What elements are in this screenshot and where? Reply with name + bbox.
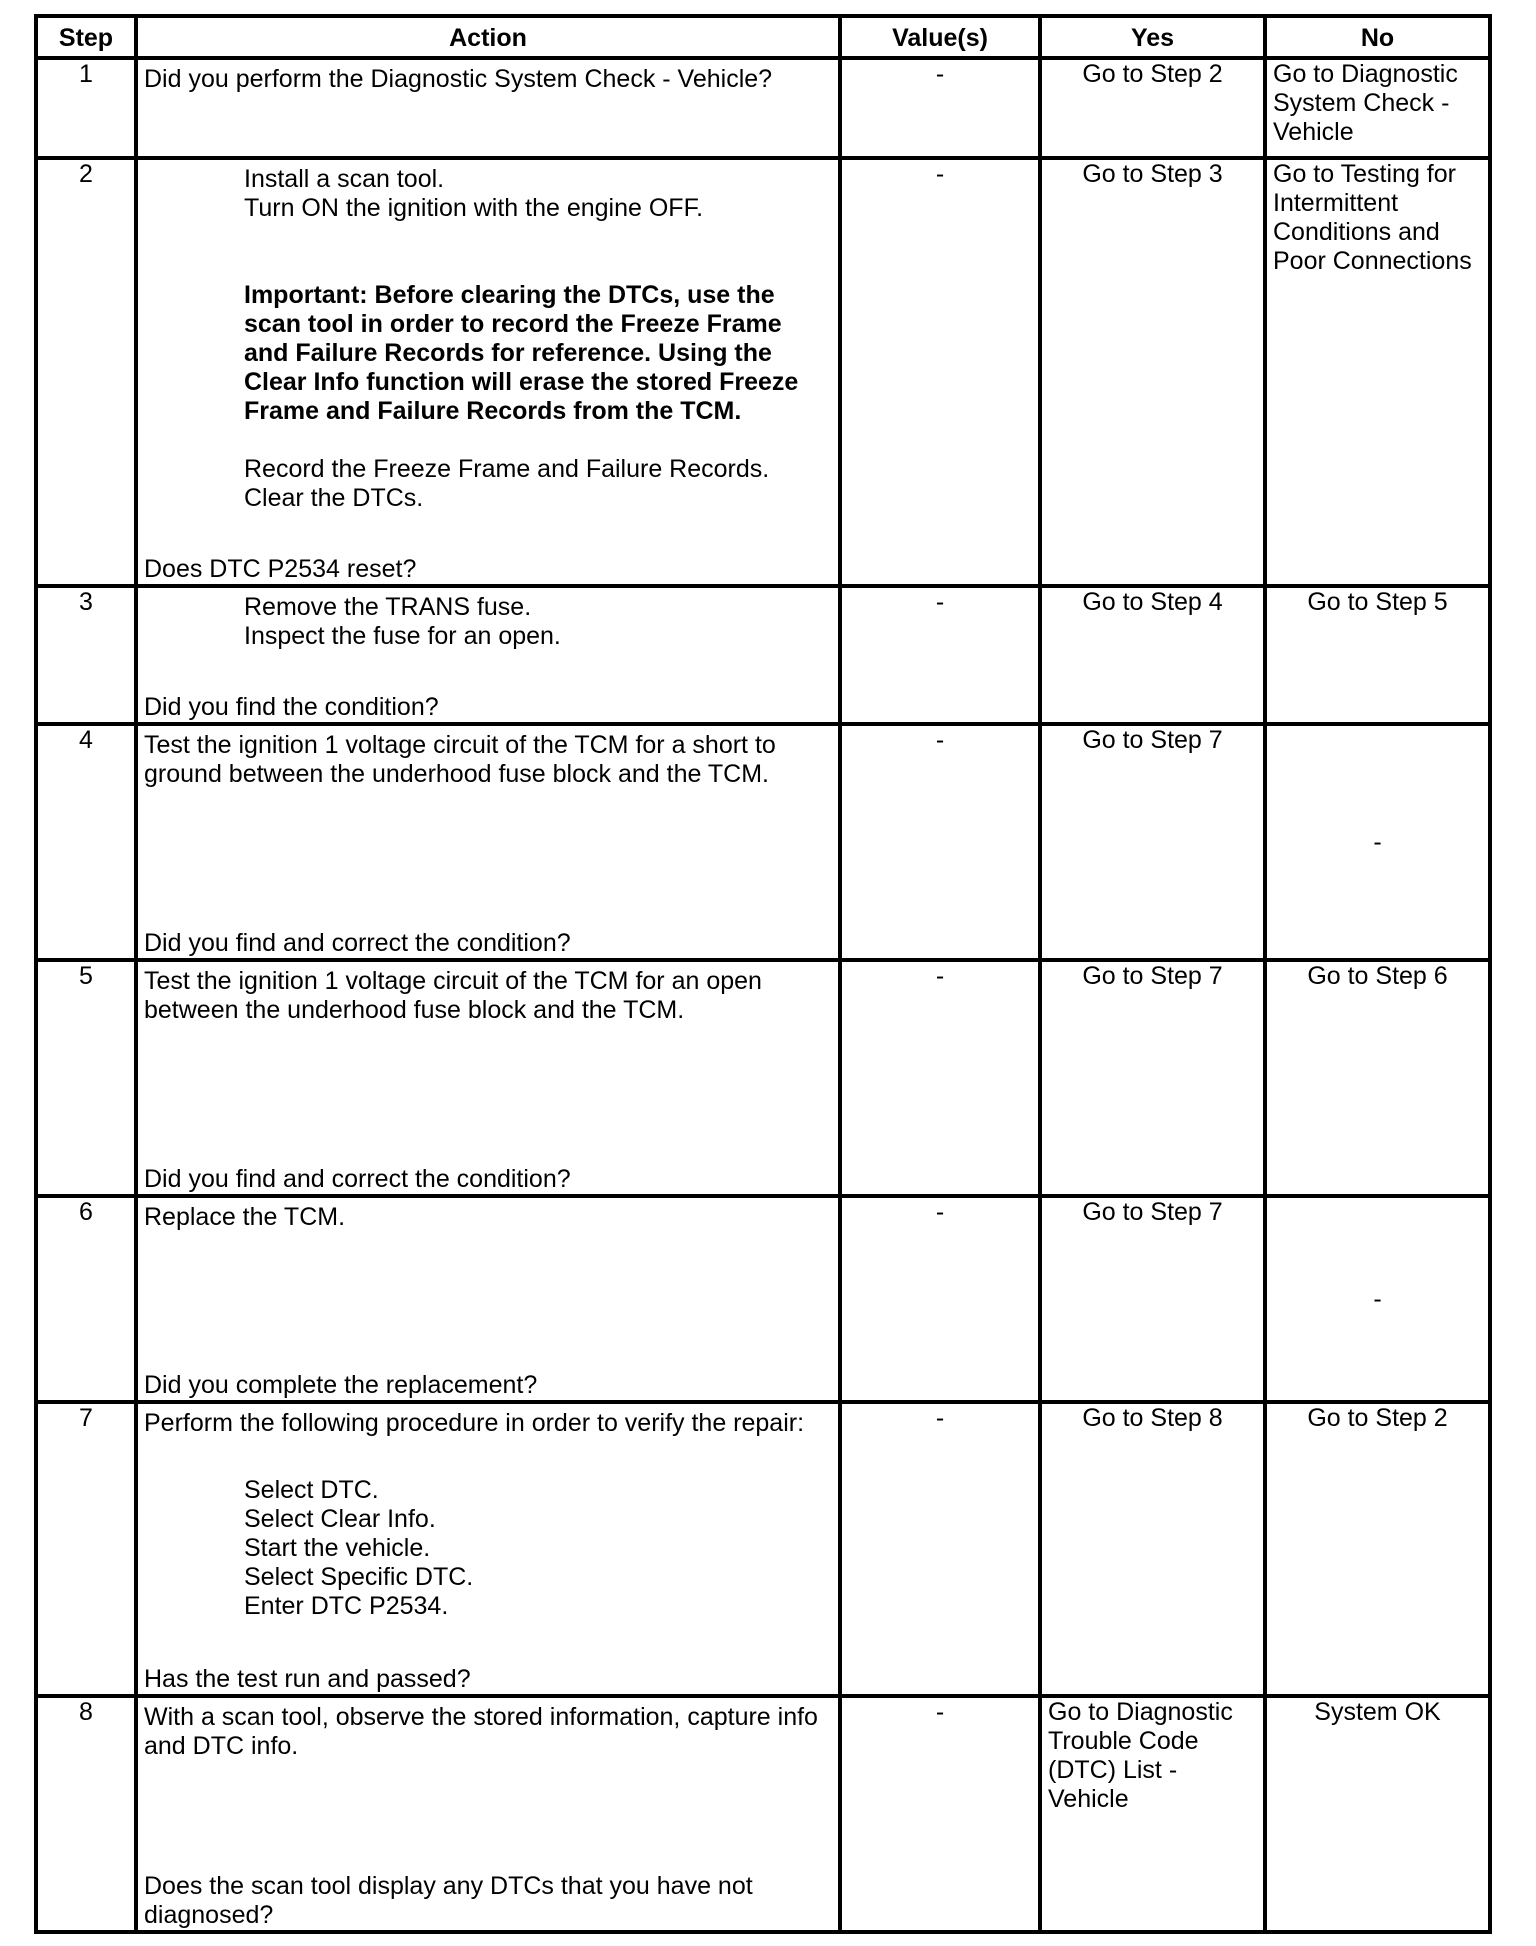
yes-link[interactable]: Go to Step 3 [1082, 160, 1223, 188]
action-question: Has the test run and passed? [144, 1665, 471, 1693]
no-line: System Check - [1273, 89, 1450, 117]
yes-cell [1040, 960, 1265, 1196]
important-note: and Failure Records for reference. Using the [244, 339, 772, 367]
value-cell: - [840, 158, 1040, 586]
yes-cell [1040, 158, 1265, 586]
header-row [36, 16, 1490, 58]
action-text: Remove the TRANS fuse. [244, 593, 532, 621]
action-question: Does the scan tool display any DTCs that you have not [144, 1872, 753, 1900]
value-cell: - [840, 1696, 1040, 1932]
yes-line: Go to Diagnostic [1048, 1698, 1233, 1726]
procedure-step: Enter DTC P2534. [244, 1592, 449, 1620]
important-note: Frame and Failure Records from the TCM. [244, 397, 742, 425]
important-note: scan tool in order to record the Freeze Frame [244, 310, 782, 338]
no-link[interactable] [1267, 160, 1488, 277]
no-result: System OK [1314, 1698, 1441, 1726]
procedure-step: Select DTC. [244, 1476, 379, 1504]
procedure-step: Select Clear Info. [244, 1505, 436, 1533]
step-number: 7 [36, 1402, 136, 1696]
table-row [36, 586, 1490, 724]
value-cell: - [840, 960, 1040, 1196]
action-text: Test the ignition 1 voltage circuit of the TCM for a short to [144, 731, 776, 759]
action-cell [136, 58, 840, 158]
important-note: Important: Before clearing the DTCs, use the [244, 281, 775, 309]
value-cell: - [840, 586, 1040, 724]
action-cell [136, 586, 840, 724]
header-yes: Yes [1040, 16, 1265, 58]
no-cell [1265, 1402, 1490, 1696]
header-step: Step [36, 16, 136, 58]
diagnostic-table [34, 14, 1492, 1934]
header-action: Action [136, 16, 840, 58]
no-link[interactable]: Go to Step 5 [1307, 588, 1448, 616]
yes-cell [1040, 1196, 1265, 1402]
action-text: Did you perform the Diagnostic System Check - Vehicle? [144, 65, 773, 93]
action-question: Does DTC P2534 reset? [144, 555, 417, 583]
action-text: ground between the underhood fuse block and the TCM. [144, 760, 769, 788]
yes-cell [1040, 724, 1265, 960]
action-question: Did you complete the replacement? [144, 1371, 538, 1399]
action-text: Replace the TCM. [144, 1203, 346, 1231]
procedure-step: Select Specific DTC. [244, 1563, 474, 1591]
yes-link[interactable]: Go to Step 2 [1082, 60, 1223, 88]
action-cell [136, 1402, 840, 1696]
procedure-step: Start the vehicle. [244, 1534, 431, 1562]
value-cell: - [840, 58, 1040, 158]
yes-cell [1040, 586, 1265, 724]
yes-link[interactable]: Go to Step 8 [1082, 1404, 1223, 1432]
no-cell [1265, 960, 1490, 1196]
yes-cell [1040, 1402, 1265, 1696]
yes-cell [1040, 1696, 1265, 1932]
no-cell [1265, 158, 1490, 586]
table-row [36, 724, 1490, 960]
step-number: 6 [36, 1196, 136, 1402]
no-cell: - [1265, 724, 1490, 960]
action-text: Turn ON the ignition with the engine OFF. [244, 194, 704, 222]
no-line: Go to Testing for [1273, 160, 1456, 188]
step-number: 5 [36, 960, 136, 1196]
action-cell [136, 1196, 840, 1402]
action-question: Did you find and correct the condition? [144, 929, 571, 957]
no-link[interactable]: Go to Step 2 [1307, 1404, 1448, 1432]
action-cell [136, 1696, 840, 1932]
no-cell: - [1265, 1196, 1490, 1402]
action-text: Clear the DTCs. [244, 484, 424, 512]
table-row [36, 1402, 1490, 1696]
action-text: and DTC info. [144, 1732, 299, 1760]
no-line: Intermittent [1273, 189, 1399, 217]
yes-line: (DTC) List - [1048, 1756, 1178, 1784]
action-text: With a scan tool, observe the stored information, capture info [144, 1703, 818, 1731]
action-text: between the underhood fuse block and the TCM. [144, 996, 685, 1024]
action-text: Test the ignition 1 voltage circuit of the TCM for an open [144, 967, 762, 995]
no-cell [1265, 586, 1490, 724]
yes-link[interactable]: Go to Step 7 [1082, 962, 1223, 990]
value-cell: - [840, 1402, 1040, 1696]
no-line: Vehicle [1273, 118, 1354, 146]
step-number: 8 [36, 1696, 136, 1932]
table-row [36, 58, 1490, 158]
no-link[interactable] [1267, 60, 1488, 148]
no-line: Go to Diagnostic [1273, 60, 1458, 88]
step-number: 4 [36, 724, 136, 960]
step-number: 3 [36, 586, 136, 724]
action-text: Perform the following procedure in order to verify the repair: [144, 1409, 805, 1437]
yes-link[interactable]: Go to Step 7 [1082, 726, 1223, 754]
action-cell [136, 158, 840, 586]
yes-cell [1040, 58, 1265, 158]
action-question: Did you find and correct the condition? [144, 1165, 571, 1193]
step-number: 2 [36, 158, 136, 586]
header-no: No [1265, 16, 1490, 58]
yes-link[interactable]: Go to Step 4 [1082, 588, 1223, 616]
value-cell: - [840, 724, 1040, 960]
important-note: Clear Info function will erase the stored Freeze [244, 368, 799, 396]
action-cell [136, 724, 840, 960]
action-text: Record the Freeze Frame and Failure Records. [244, 455, 770, 483]
table-row [36, 158, 1490, 586]
value-cell: - [840, 1196, 1040, 1402]
no-link[interactable]: Go to Step 6 [1307, 962, 1448, 990]
action-question: Did you find the condition? [144, 693, 439, 721]
no-line: Conditions and [1273, 218, 1440, 246]
no-cell [1265, 58, 1490, 158]
yes-link[interactable] [1042, 1698, 1263, 1815]
table-row [36, 1196, 1490, 1402]
no-cell [1265, 1696, 1490, 1932]
no-line: Poor Connections [1273, 247, 1472, 275]
yes-link[interactable]: Go to Step 7 [1082, 1198, 1223, 1226]
action-text: Inspect the fuse for an open. [244, 622, 561, 650]
action-cell [136, 960, 840, 1196]
yes-line: Vehicle [1048, 1785, 1129, 1813]
table-row [36, 960, 1490, 1196]
action-text: Install a scan tool. [244, 165, 445, 193]
action-question: diagnosed? [144, 1901, 274, 1929]
step-number: 1 [36, 58, 136, 158]
header-values: Value(s) [840, 16, 1040, 58]
table-row [36, 1696, 1490, 1932]
yes-line: Trouble Code [1048, 1727, 1199, 1755]
